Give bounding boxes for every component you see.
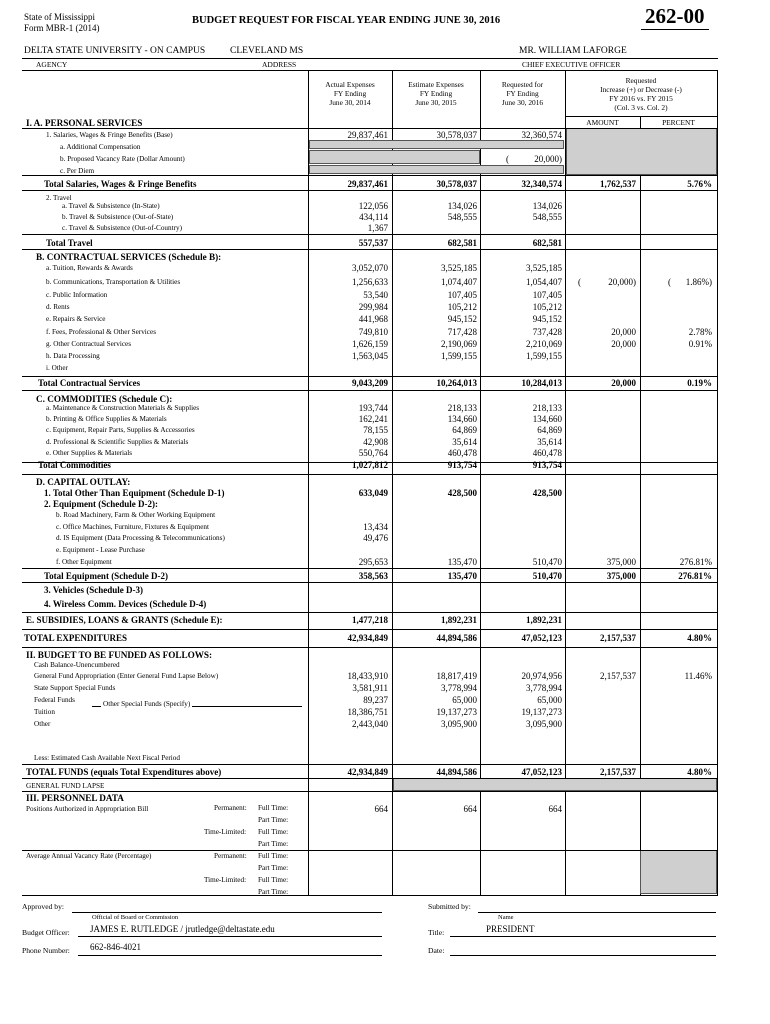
cell-requested-2016: 10,284,013 — [521, 378, 562, 388]
row-label: g. Other Contractual Services — [46, 340, 132, 348]
row-label: GENERAL FUND LAPSE — [26, 782, 105, 790]
row-label: c. Office Machines, Furniture, Fixtures & Equipment — [56, 523, 209, 531]
form-number: 262-00 — [641, 4, 709, 30]
table-row — [0, 532, 770, 544]
rule-g — [22, 390, 718, 391]
cell-actual-2014: 3,052,070 — [352, 263, 388, 273]
cell-estimate-2015: 945,152 — [447, 314, 477, 324]
cell-estimate-2015: 3,095,900 — [441, 719, 477, 729]
cell-actual-2014: 9,043,209 — [352, 378, 388, 388]
row-label: d. Professional & Scientific Supplies & Materials — [46, 438, 189, 446]
personnel-row — [0, 851, 770, 862]
rule-l — [22, 612, 718, 613]
cell-paren: ( — [578, 277, 581, 287]
cell-estimate-2015: 105,212 — [447, 302, 477, 312]
cell-estimate-2015: 1,599,155 — [441, 351, 477, 361]
row-label: Positions Authorized in Appropriation Bill — [26, 805, 149, 813]
address-caption: ADDRESS — [262, 60, 297, 69]
title-line[interactable] — [450, 936, 716, 937]
cell-change-percent: 4.80% — [687, 767, 712, 777]
cell-actual-2014: 2,443,040 — [352, 719, 388, 729]
cell-requested-2016: 134,660 — [532, 414, 562, 424]
personnel-row — [0, 887, 770, 898]
table-row — [0, 670, 770, 682]
cell-requested-2016: 107,405 — [532, 290, 562, 300]
row-label: Tuition — [34, 708, 55, 716]
table-row — [0, 752, 770, 764]
cell-requested-2016: 47,052,123 — [521, 767, 562, 777]
cell-requested-2016: 32,360,574 — [521, 130, 562, 140]
row-label: a. Maintenance & Construction Materials & Supplies — [46, 404, 200, 412]
cell-requested-2016: 35,614 — [537, 437, 562, 447]
title-value: PRESIDENT — [486, 924, 535, 934]
cell-estimate-2015: 19,137,273 — [436, 707, 477, 717]
rule-m — [22, 629, 718, 630]
table-row — [0, 301, 770, 313]
cell-estimate-2015: 913,754 — [447, 460, 477, 470]
table-row — [0, 780, 770, 792]
cell-estimate-2015: 460,478 — [447, 448, 477, 458]
row-label: C. COMMODITIES (Schedule C): — [36, 394, 173, 404]
table-row — [0, 362, 770, 374]
cell-actual-2014: 78,155 — [363, 425, 388, 435]
cell-requested-2016: 1,599,155 — [526, 351, 562, 361]
row-label: b. Proposed Vacancy Rate (Dollar Amount) — [60, 155, 185, 163]
cell-estimate-2015: 44,894,586 — [436, 633, 477, 643]
form-label: Form MBR-1 (2014) — [24, 23, 100, 33]
row-label: b. Road Machinery, Farm & Other Working Equipment — [56, 511, 216, 519]
table-top-rule — [22, 70, 718, 71]
cell-actual-2014: 1,256,633 — [352, 277, 388, 287]
cell-requested-2016: 3,525,185 — [526, 263, 562, 273]
cell-estimate-2015: 44,894,586 — [436, 767, 477, 777]
cell-change-amount: 20,000 — [611, 327, 636, 337]
cell-requested-2016: 105,212 — [532, 302, 562, 312]
table-row — [0, 165, 770, 177]
table-row — [0, 556, 770, 568]
page-title: BUDGET REQUEST FOR FISCAL YEAR ENDING JUNE 30, 2016 — [192, 15, 501, 26]
cell-requested-2016: 548,555 — [532, 212, 562, 222]
table-row — [0, 632, 770, 644]
rule-o — [22, 764, 718, 765]
row-label: i. Other — [46, 364, 68, 372]
cell-actual-2014: 299,984 — [358, 302, 388, 312]
cell-change-percent: 276.81% — [679, 557, 712, 567]
table-row — [0, 682, 770, 694]
approved-by-label: Approved by: — [22, 902, 64, 911]
cell-requested-2016: 460,478 — [532, 448, 562, 458]
cell-paren: ( — [668, 277, 671, 287]
table-row — [0, 262, 770, 274]
row-label: General Fund Appropriation (Enter General Fund Lapse Below) — [34, 672, 219, 680]
row-label: b. Communications, Transportation & Utilities — [46, 278, 181, 286]
row-label: 4. Wireless Comm. Devices (Schedule D-4) — [44, 599, 207, 609]
ceo-name: MR. WILLIAM LAFORGE — [519, 46, 627, 56]
cell-change-percent: 5.76% — [687, 179, 712, 189]
table-row — [0, 313, 770, 325]
row-label: 2. Travel — [46, 194, 72, 202]
table-row — [0, 338, 770, 350]
cell-requested-2016: 65,000 — [537, 695, 562, 705]
row-label: Less: Estimated Cash Available Next Fiscal Period — [34, 754, 180, 762]
personnel-row — [0, 875, 770, 886]
personnel-time: Part Time: — [258, 840, 289, 848]
cell-change-percent: 4.80% — [687, 633, 712, 643]
row-label: f. Fees, Professional & Other Services — [46, 328, 156, 336]
cell-actual-2014: 3,581,911 — [352, 683, 388, 693]
cell-actual-2014: 42,934,849 — [347, 767, 388, 777]
personnel-time: Full Time: — [258, 876, 289, 884]
row-label: Cash Balance-Unencumbered — [34, 661, 120, 669]
cell-change-amount: 20,000) — [608, 277, 636, 287]
row-label: e. Other Supplies & Materials — [46, 449, 133, 457]
cell-requested-2016: 1,892,231 — [526, 615, 562, 625]
cell-change-amount: 2,157,537 — [600, 671, 636, 681]
cell-requested-2016: 218,133 — [532, 403, 562, 413]
row-label: Total Salaries, Wages & Fringe Benefits — [44, 179, 197, 189]
budget-officer-value: JAMES E. RUTLEDGE / jrutledge@deltastate.edu — [90, 924, 275, 934]
cell-actual-2014: 193,744 — [358, 403, 388, 413]
cell-actual-2014: 122,056 — [358, 201, 388, 211]
row-label: TOTAL FUNDS (equals Total Expenditures above) — [26, 767, 222, 777]
phone-label: Phone Number: — [22, 946, 70, 955]
cell-estimate-2015: 3,525,185 — [441, 263, 477, 273]
cell-estimate-2015: 135,470 — [447, 571, 477, 581]
cell-actual-2014: 550,764 — [358, 448, 388, 458]
cell-estimate-2015: 107,405 — [447, 290, 477, 300]
table-row — [0, 459, 770, 471]
submitted-by-line[interactable] — [478, 912, 716, 913]
phone-line[interactable] — [78, 955, 382, 956]
table-row — [0, 598, 770, 610]
phone-value: 662-846-4021 — [90, 942, 141, 952]
cell-actual-2014: 42,908 — [363, 437, 388, 447]
row-label: a. Additional Compensation — [60, 143, 141, 151]
cell-estimate-2015: 682,581 — [447, 238, 477, 248]
rule-c — [22, 190, 718, 191]
cell-estimate-2015: 717,428 — [447, 327, 477, 337]
cell-actual-2014: 434,114 — [359, 212, 388, 222]
cell-change-amount: 1,762,537 — [600, 179, 636, 189]
cell-change-percent: 11.46% — [684, 671, 712, 681]
personnel-type: Time-Limited: — [204, 876, 247, 884]
table-row — [0, 178, 770, 190]
row-label: d. Rents — [46, 303, 70, 311]
personnel-type: Permanent: — [214, 852, 247, 860]
row-label: TOTAL EXPENDITURES — [24, 633, 127, 643]
date-line[interactable] — [450, 955, 716, 956]
personnel-time: Full Time: — [258, 828, 289, 836]
cell-estimate-2015: 65,000 — [452, 695, 477, 705]
cell-estimate-2015: 134,026 — [447, 201, 477, 211]
personnel-row — [0, 863, 770, 874]
rule-k — [22, 582, 718, 583]
cell-requested-2016: 510,470 — [532, 571, 562, 581]
cell-requested-2016: 913,754 — [532, 460, 562, 470]
personnel-row — [0, 803, 770, 814]
cell-change-amount: 20,000 — [611, 339, 636, 349]
personnel-row — [0, 827, 770, 838]
cell-change-percent: 0.19% — [687, 378, 712, 388]
cell-requested-2016: 664 — [548, 804, 562, 814]
cell-requested-2016: 20,000) — [534, 154, 562, 164]
agency-address: CLEVELAND MS — [230, 46, 304, 56]
row-label: b. Travel & Subsistence (Out-of-State) — [62, 213, 174, 221]
row-label: h. Data Processing — [46, 352, 100, 360]
cell-estimate-2015: 18,817,419 — [436, 671, 477, 681]
row-label: I. A. PERSONAL SERVICES — [26, 118, 143, 128]
table-row — [0, 718, 770, 730]
rule-j — [22, 568, 718, 569]
table-row — [0, 694, 770, 706]
cell-actual-2014: 1,027,812 — [352, 460, 388, 470]
row-label: Federal Funds — [34, 696, 75, 704]
row-label: B. CONTRACTUAL SERVICES (Schedule B): — [36, 252, 222, 262]
cell-requested-2016: 737,428 — [532, 327, 562, 337]
row-label: Other — [34, 720, 51, 728]
row-label: a. Travel & Subsistence (In-State) — [62, 202, 160, 210]
state-label: State of Mississippi — [24, 12, 96, 22]
agency-name: DELTA STATE UNIVERSITY - ON CAMPUS — [24, 46, 206, 56]
cell-change-percent: 1.86%) — [685, 277, 712, 287]
vacancy-rate-label: Average Annual Vacancy Rate (Percentage) — [26, 852, 152, 860]
cell-actual-2014: 557,537 — [358, 238, 388, 248]
personnel-time: Part Time: — [258, 888, 289, 896]
cell-actual-2014: 1,563,045 — [352, 351, 388, 361]
table-row — [0, 424, 770, 436]
table-row — [0, 117, 770, 129]
row-label: D. CAPITAL OUTLAY: — [36, 477, 131, 487]
ceo-caption: CHIEF EXECUTIVE OFFICER — [522, 60, 621, 69]
personnel-time: Full Time: — [258, 804, 289, 812]
cell-estimate-2015: 64,869 — [452, 425, 477, 435]
agency-caption: AGENCY — [36, 60, 68, 69]
row-label: State Support Special Funds — [34, 684, 116, 692]
cell-actual-2014: 49,476 — [363, 533, 388, 543]
rule-p — [22, 778, 718, 779]
row-label: b. Printing & Office Supplies & Materials — [46, 415, 167, 423]
cell-actual-2014: 749,810 — [358, 327, 388, 337]
rule-n — [22, 647, 718, 648]
cell-estimate-2015: 218,133 — [447, 403, 477, 413]
cell-requested-2016: 945,152 — [532, 314, 562, 324]
cell-change-amount: 2,157,537 — [600, 767, 636, 777]
table-row — [0, 289, 770, 301]
col1-header: Actual Expenses FY Ending June 30, 2014 — [325, 80, 375, 107]
cell-estimate-2015: 135,470 — [447, 557, 477, 567]
personnel-time: Part Time: — [258, 864, 289, 872]
cell-estimate-2015: 3,778,994 — [441, 683, 477, 693]
cell-actual-2014: 53,540 — [363, 290, 388, 300]
date-label: Date: — [428, 946, 445, 955]
cell-change-amount: 375,000 — [606, 557, 636, 567]
table-row — [0, 706, 770, 718]
row-label: c. Per Diem — [60, 167, 95, 175]
cell-change-percent: 276.81% — [678, 571, 712, 581]
cell-estimate-2015: 35,614 — [452, 437, 477, 447]
cell-requested-2016: 2,210,069 — [526, 339, 562, 349]
cell-actual-2014: 441,968 — [358, 314, 388, 324]
personnel-row — [0, 815, 770, 826]
cell-actual-2014: 13,434 — [363, 522, 388, 532]
row-label: 1. Total Other Than Equipment (Schedule D-1) — [44, 488, 225, 498]
rule-i — [22, 474, 718, 475]
cell-estimate-2015: 664 — [463, 804, 477, 814]
table-row — [0, 447, 770, 459]
cell-actual-2014: 18,433,910 — [347, 671, 388, 681]
table-row — [0, 570, 770, 582]
table-row — [0, 584, 770, 596]
table-row — [0, 237, 770, 249]
row-label: Total Equipment (Schedule D-2) — [44, 571, 168, 581]
cell-requested-2016: 47,052,123 — [521, 633, 562, 643]
cell-estimate-2015: 2,190,069 — [441, 339, 477, 349]
rule-d — [22, 234, 718, 235]
cell-change-amount: 375,000 — [606, 571, 636, 581]
table-row — [0, 377, 770, 389]
row-label: 3. Vehicles (Schedule D-3) — [44, 585, 143, 595]
cell-actual-2014: 358,563 — [358, 571, 388, 581]
cell-change-amount: 20,000 — [611, 378, 636, 388]
cell-requested-2016: 32,340,574 — [521, 179, 562, 189]
row-label: Total Commodities — [38, 460, 111, 470]
personnel-time: Full Time: — [258, 852, 289, 860]
cell-actual-2014: 29,837,461 — [347, 179, 388, 189]
submitted-by-label: Submitted by: — [428, 902, 471, 911]
personnel-time: Part Time: — [258, 816, 289, 824]
header-rule — [22, 58, 718, 59]
row-label: c. Travel & Subsistence (Out-of-Country) — [62, 224, 182, 232]
cell-change-percent: 0.91% — [688, 339, 712, 349]
row-label: Total Contractual Services — [38, 378, 141, 388]
cell-estimate-2015: 10,264,013 — [436, 378, 477, 388]
personnel-type: Time-Limited: — [204, 828, 247, 836]
row-label: a. Tuition, Rewards & Awards — [46, 264, 133, 272]
cell-change-amount: 2,157,537 — [600, 633, 636, 643]
title-label: Title: — [428, 928, 445, 937]
row-label: e. Repairs & Service — [46, 315, 106, 323]
table-row — [0, 350, 770, 362]
row-label: d. IS Equipment (Data Processing & Telecommunications) — [56, 534, 225, 542]
cell-requested-2016: 3,778,994 — [526, 683, 562, 693]
budget-officer-line[interactable] — [78, 936, 382, 937]
budget-officer-label: Budget Officer: — [22, 928, 70, 937]
table-row — [0, 766, 770, 778]
table-row — [0, 326, 770, 338]
rule-e — [22, 249, 718, 250]
name-label: Name — [498, 914, 514, 921]
cell-actual-2014: 18,386,751 — [347, 707, 388, 717]
table-row — [0, 129, 770, 141]
row-label: e. Equipment - Lease Purchase — [56, 546, 145, 554]
table-row — [0, 544, 770, 556]
table-row — [0, 276, 770, 288]
amount-header: AMOUNT — [586, 118, 619, 127]
col45-header: Requested Increase (+) or Decrease (-) FY 2016 vs. FY 2015 (Col. 3 vs. Col. 2) — [600, 76, 682, 112]
cell-estimate-2015: 134,660 — [447, 414, 477, 424]
cell-requested-2016: 64,869 — [537, 425, 562, 435]
table-row — [0, 141, 770, 153]
cell-requested-2016: 682,581 — [532, 238, 562, 248]
cell-requested-2016: 19,137,273 — [521, 707, 562, 717]
cell-actual-2014: 664 — [374, 804, 388, 814]
cell-requested-2016: 510,470 — [532, 557, 562, 567]
table-row — [0, 509, 770, 521]
cell-estimate-2015: 30,578,037 — [436, 179, 477, 189]
cell-actual-2014: 29,837,461 — [347, 130, 388, 140]
personnel-row — [0, 839, 770, 850]
row-label: II. BUDGET TO BE FUNDED AS FOLLOWS: — [26, 650, 213, 660]
cell-estimate-2015: 428,500 — [447, 488, 477, 498]
row-label: Total Travel — [46, 238, 93, 248]
cell-estimate-2015: 1,074,407 — [441, 277, 477, 287]
table-row — [0, 222, 770, 234]
col2-header: Estimate Expenses FY Ending June 30, 2015 — [408, 80, 464, 107]
personnel-type: Permanent: — [214, 804, 247, 812]
row-label: E. SUBSIDIES, LOANS & GRANTS (Schedule E): — [26, 615, 223, 625]
cell-actual-2014: 162,241 — [358, 414, 388, 424]
cell-estimate-2015: 30,578,037 — [436, 130, 477, 140]
row-label: f. Other Equipment — [56, 558, 112, 566]
cell-estimate-2015: 548,555 — [447, 212, 477, 222]
row-label: 1. Salaries, Wages & Fringe Benefits (Base) — [46, 131, 173, 139]
official-label: Official of Board or Commission — [92, 914, 179, 921]
other-special-funds-label: Other Special Funds (Specify) — [103, 700, 191, 708]
cell-requested-2016: 134,026 — [532, 201, 562, 211]
row-label: III. PERSONNEL DATA — [26, 793, 124, 803]
cell-requested-2016: 428,500 — [532, 488, 562, 498]
cell-change-percent: 2.78% — [688, 327, 712, 337]
col3-header: Requested for FY Ending June 30, 2016 — [501, 80, 544, 107]
row-label: c. Public Information — [46, 291, 108, 299]
cell-actual-2014: 42,934,849 — [347, 633, 388, 643]
cell-requested-2016: 3,095,900 — [526, 719, 562, 729]
cell-requested-2016: 1,054,407 — [526, 277, 562, 287]
cell-paren: ( — [506, 154, 509, 164]
cell-requested-2016: 20,974,956 — [521, 671, 562, 681]
cell-actual-2014: 89,237 — [363, 695, 388, 705]
cell-actual-2014: 633,049 — [358, 488, 388, 498]
percent-header: PERCENT — [662, 118, 695, 127]
cell-actual-2014: 295,653 — [358, 557, 388, 567]
cell-actual-2014: 1,626,159 — [352, 339, 388, 349]
cell-estimate-2015: 1,892,231 — [441, 615, 477, 625]
table-row — [0, 614, 770, 626]
cell-actual-2014: 1,367 — [367, 223, 388, 233]
row-label: c. Equipment, Repair Parts, Supplies & Accessories — [46, 426, 195, 434]
approved-by-line[interactable] — [72, 912, 382, 913]
row-label: 2. Equipment (Schedule D-2): — [44, 499, 159, 509]
table-row — [0, 153, 770, 165]
cell-actual-2014: 1,477,218 — [352, 615, 388, 625]
